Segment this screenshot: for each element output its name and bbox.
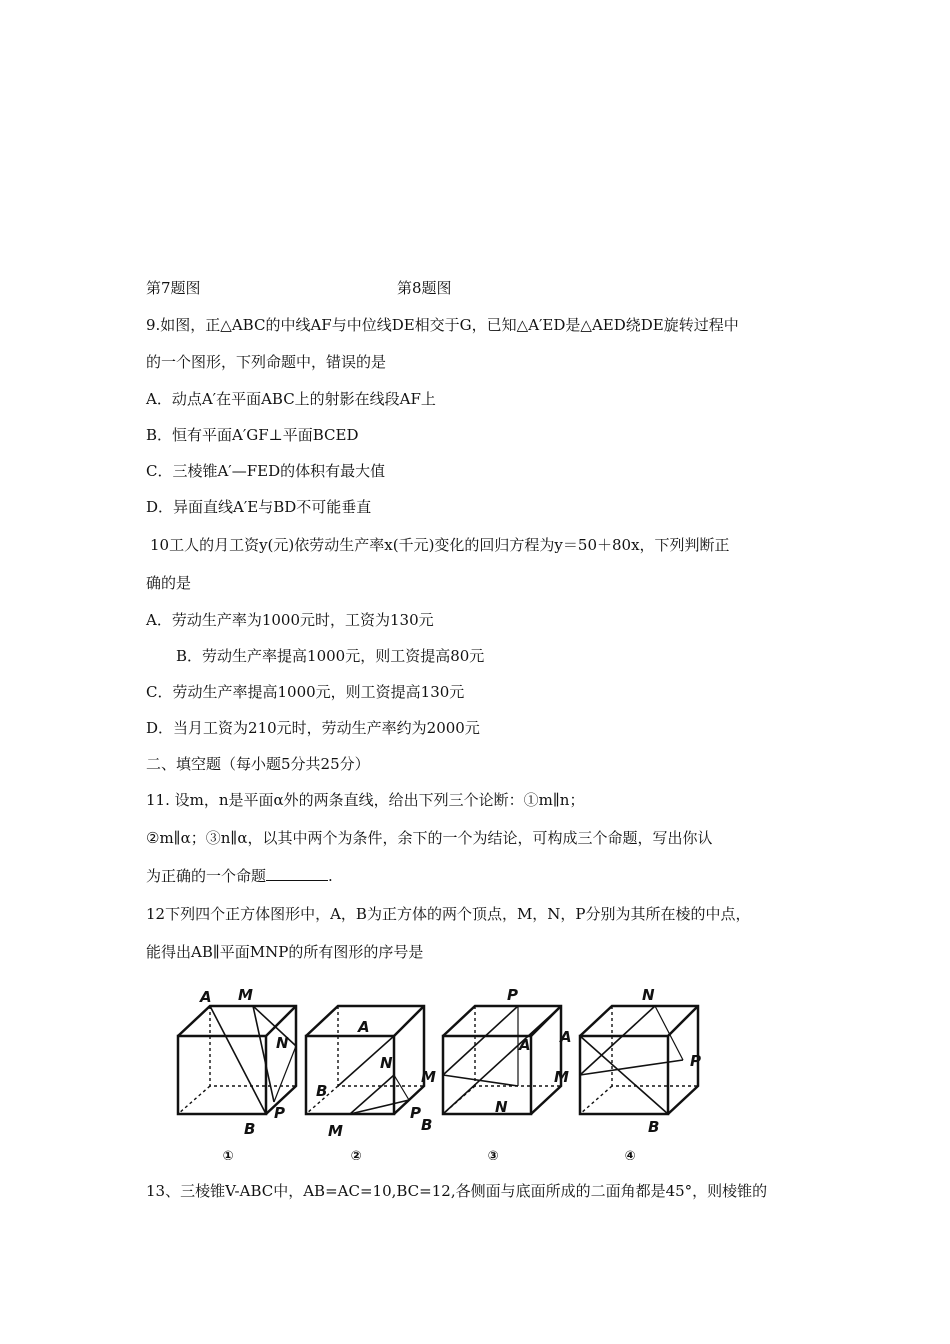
figure-7-caption: 第7题图 bbox=[146, 279, 201, 297]
question-11-period: . bbox=[328, 867, 333, 885]
question-10-stem-line-2: 确的是 bbox=[146, 574, 192, 592]
question-10-option-a: A．劳动生产率为1000元时，工资为130元 bbox=[146, 611, 434, 629]
figure-2 bbox=[306, 1006, 424, 1160]
question-9-option-b: B．恒有平面A′GF⊥平面BCED bbox=[146, 426, 359, 444]
figure-8-caption: 第8题图 bbox=[397, 279, 452, 297]
figure-4-label-b: B bbox=[648, 1118, 660, 1136]
question-9-option-c: C．三棱锥A′—FED的体积有最大值 bbox=[146, 462, 386, 480]
question-11-stem-line-1: 11. 设m，n是平面α外的两条直线，给出下列三个论断：①m∥n； bbox=[146, 791, 585, 809]
question-10-option-c: C．劳动生产率提高1000元，则工资提高130元 bbox=[146, 683, 465, 701]
figure-2-number: ② bbox=[350, 1149, 362, 1160]
question-9-option-d: D．异面直线A′E与BD不可能垂直 bbox=[146, 498, 372, 516]
question-13-stem-line-1: 13、三棱锥V-ABC中，AB=AC=10,BC=12,各侧面与底面所成的二面角都是45°，则棱锥的 bbox=[146, 1182, 768, 1200]
question-10-stem-line-1: 10工人的月工资y(元)依劳动生产率x(千元)变化的回归方程为y＝50＋80x，下列判断正 bbox=[150, 536, 730, 554]
figure-1 bbox=[178, 986, 296, 1160]
figure-1-number: ① bbox=[222, 1149, 234, 1160]
question-10-option-b: B．劳动生产率提高1000元，则工资提高80元 bbox=[176, 647, 485, 665]
figure-2-label-m: M bbox=[328, 1122, 343, 1140]
figure-2-label-a: A bbox=[358, 1018, 370, 1036]
answer-blank bbox=[266, 866, 328, 881]
question-11-stem-line-2: ②m∥α；③n∥α，以其中两个为条件，余下的一个为结论，可构成三个命题，写出你认 bbox=[146, 829, 713, 847]
figure-4-label-n: N bbox=[642, 986, 655, 1004]
question-9-stem-line-1: 9.如图，正△ABC的中线AF与中位线DE相交于G，已知△A′ED是△AED绕DE旋转过程中 bbox=[146, 316, 739, 334]
question-10-option-d: D．当月工资为210元时，劳动生产率约为2000元 bbox=[146, 719, 480, 737]
question-9-stem-line-2: 的一个图形，下列命题中，错误的是 bbox=[146, 353, 387, 371]
figure-3-label-n: N bbox=[495, 1098, 508, 1116]
figure-4 bbox=[554, 986, 701, 1160]
figure-3-label-m: M bbox=[421, 1068, 436, 1086]
cube-figures bbox=[170, 980, 730, 1160]
question-11-stem-line-3 bbox=[146, 866, 333, 886]
question-11-stem-text: 为正确的一个命题 bbox=[146, 867, 267, 885]
question-12-stem-line-2: 能得出AB∥平面MNP的所有图形的序号是 bbox=[146, 943, 424, 961]
figure-4-number: ④ bbox=[624, 1149, 636, 1160]
figure-1-label-p: P bbox=[274, 1104, 285, 1122]
figure-3 bbox=[421, 986, 561, 1160]
figure-2-label-b: B bbox=[316, 1082, 328, 1100]
question-12-stem-line-1: 12下列四个正方体图形中，A，B为正方体的两个顶点，M，N，P分别为其所在棱的中点， bbox=[146, 905, 751, 923]
figure-1-label-b: B bbox=[244, 1120, 256, 1138]
figure-4-label-m: M bbox=[554, 1068, 569, 1086]
figure-3-label-p: P bbox=[507, 986, 518, 1004]
figure-1-label-m: M bbox=[238, 986, 253, 1004]
figure-1-label-a: A bbox=[200, 988, 212, 1006]
figure-1-label-n: N bbox=[276, 1034, 289, 1052]
figure-2-label-n: N bbox=[380, 1054, 393, 1072]
figure-3-label-b: B bbox=[421, 1116, 433, 1134]
figure-3-number: ③ bbox=[487, 1149, 499, 1160]
figure-2-label-p: P bbox=[410, 1104, 421, 1122]
figure-4-label-p: P bbox=[690, 1052, 701, 1070]
figure-4-label-a: A bbox=[560, 1028, 572, 1046]
figure-3-label-a: A bbox=[519, 1036, 531, 1054]
section-2-heading: 二、填空题（每小题5分共25分） bbox=[146, 755, 370, 773]
question-9-option-a: A．动点A′在平面ABC上的射影在线段AF上 bbox=[146, 390, 436, 408]
